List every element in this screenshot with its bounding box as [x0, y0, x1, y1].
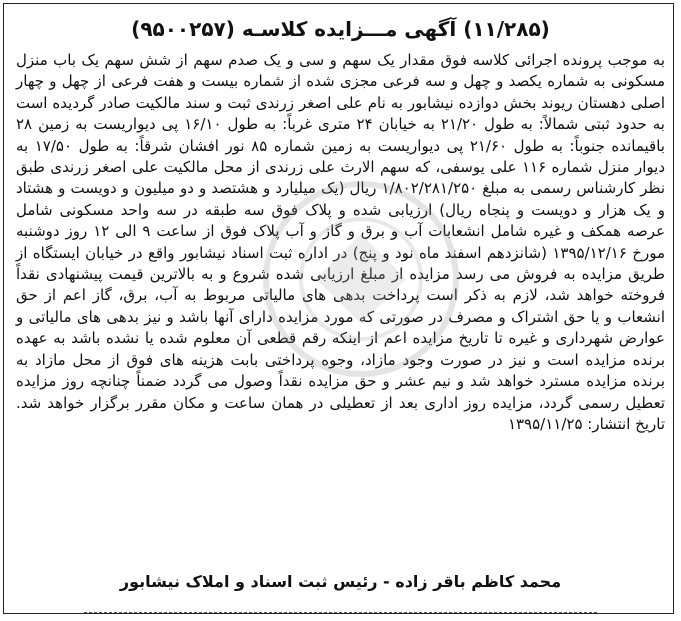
notice-body: به موجب پرونده اجرائی کلاسه فوق مقدار یک سهم و سی و یک صدم سهم از شش سهم یک باب منزل مسکونی به شماره یکصد و چهل و سه فرعی مجزی شده از شماره بیست و هفت فرعی از چهل و چهار اصلی دهستان ریوند بخش دوازده نیشابور به نام علی اصغر زرندی ثبت و سند مالکیت صادر گردیده است به حدود ثبتی شمالاً: به طول ۲۱/۲۰ به خیابان ۲۴ متری غرباً: به طول ۱۶/۱۰ پی دیواریست به زمین ۲۸ باقیمانده جنوباً: به طول ۲۱/۶۰ پی دیواریست به زمین شماره ۸۵ نور افشان شرقاً: به طول ۱۷/۵۰ به دیوار منزل شماره ۱۱۶ علی یوسفی، که سهم الارث علی زرندی از محل مالکیت علی اصغر زرندی طبق نظر کارشناس رسمی به مبلغ ۱/۸۰۲/۲۸۱/۲۵۰ ریال (یک میلیارد و هشتصد و دو میلیون و دویست و هشتاد و یک هزار و دویست و پنجاه ریال) ارزیابی شده و پلاک فوق سه طبقه در سه واحد مسکونی شامل عرصه همکف و غیره شامل انشعابات آب و برق و گاز و آب پلاک فوق از ساعت ۹ الی ۱۲ روز دوشنبه مورخ ۱۳۹۵/۱۲/۱۶ (شانزدهم اسفند ماه نود و پنج) در اداره ثبت اسناد نیشابور واقع در خیابان ایستگاه از طریق مزایده به فروش می رسد مزایده از مبلغ ارزیابی شده شروع و به بالاترین قیمت پیشنهادی نقداً فروخته خواهد شد، لازم به ذکر است پرداخت بدهی های مالیاتی مربوط به آب، برق، گاز اعم از حق انشعاب و یا حق اشتراک و مصرف در صورتی که مورد مزایده دارای آنها باشد و نیز بدهی های مالیاتی و عوارض شهرداری و غیره تا تاریخ مزایده اعم از اینکه رقم قطعی آن معلوم شده یا نشده باشد به عهده برنده مزایده است و نیز در صورت وجود مازاد، وجوه پرداختی بابت هزینه های فوق از محل مازاد به برنده مزایده مسترد خواهد شد و نیم عشر و حق مزایده نقداً وصول می گردد ضمناً چنانچه روز مزایده تعطیل رسمی گردد، مزایده روز اداری بعد از تعطیلی در همان ساعت و مکان مقرر برگزار خواهد شد. تاریخ انتشار: ۱۳۹۵/۱۱/۲۵: [16, 51, 666, 433]
notice-signature: محمد کاظم باقر زاده - رئیس ثبت اسناد و املاک نیشابور: [119, 572, 562, 591]
notice-title: (۱۱/۲۸۵) آگهی مـــزایده کلاسـه (۹۵۰۰۲۵۷): [131, 17, 550, 41]
bottom-divider: [84, 612, 597, 613]
auction-notice: [16, 14, 665, 589]
